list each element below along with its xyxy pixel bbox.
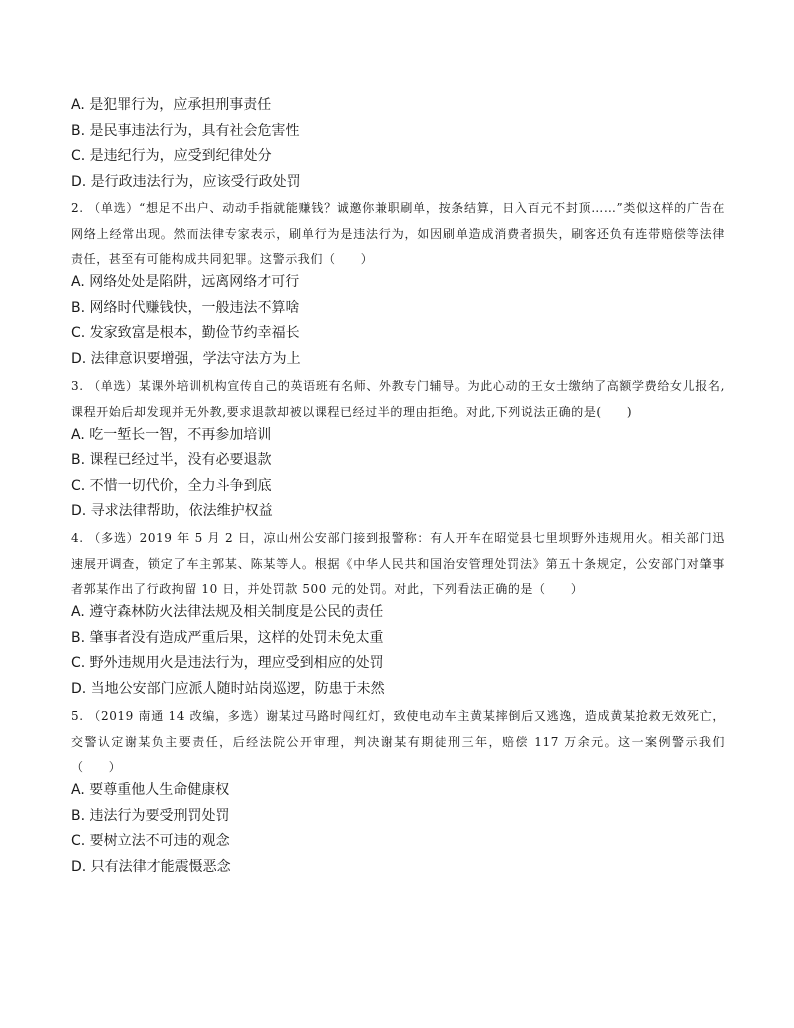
q4-option-b: B. 肇事者没有造成严重后果，这样的处罚未免太重 (71, 630, 384, 646)
q1-option-c: C. 是违纪行为，应受到纪律处分 (71, 148, 272, 164)
q2-option-d: D. 法律意识要增强，学法守法方为上 (71, 351, 301, 367)
q5-option-d: D. 只有法律才能震慑恶念 (71, 859, 231, 875)
q3-option-b: B. 课程已经过半，没有必要退款 (71, 452, 272, 468)
q4-option-a: A. 遵守森林防火法律法规及相关制度是公民的责任 (71, 604, 384, 620)
q2-option-c: C. 发家致富是根本，勤俭节约幸福长 (71, 325, 300, 341)
q5-option-b: B. 违法行为要受刑罚处罚 (71, 808, 230, 824)
q3-option-c: C. 不惜一切代价，全力斗争到底 (71, 478, 272, 494)
q3-stem: 3. （单选）某课外培训机构宣传自己的英语班有名师、外教专门辅导。为此心动的王女士缴纳了高额学费给女儿报名,课程开始后却发现并无外教,要求退款却被以课程已经过半的理由拒绝。对此,下列说法正确的是( ) (71, 379, 725, 419)
q5-option-c: C. 要树立法不可违的观念 (71, 833, 230, 849)
q1-option-a: A. 是犯罪行为，应承担刑事责任 (71, 97, 272, 113)
q2-stem: 2. （单选）“想足不出户、动动手指就能赚钱？诚邀你兼职刷单，按条结算，日入百元不封顶……”类似这样的广告在网络上经常出现。然而法律专家表示，刷单行为是违法行为，如因刷单造成消费者损失，刷客还负有连带赔偿等法律责任，甚至有可能构成共同犯罪。这警示我们（ ） (71, 201, 725, 266)
q5-option-a: A. 要尊重他人生命健康权 (71, 782, 230, 798)
q4-stem: 4. （多选）2019 年 5 月 2 日，凉山州公安部门接到报警称：有人开车在昭觉县七里坝野外违规用火。相关部门迅速展开调查，锁定了车主郭某、陈某等人。根据《中华人民共和国治安管理处罚法》第五十条规定，公安部门对肇事者郭某作出了行政拘留 10 日，并处罚款 500 元的处罚。对此，下列看法正确的是（ ） (71, 531, 725, 596)
q4-option-d: D. 当地公安部门应派人随时站岗巡逻，防患于未然 (71, 681, 385, 697)
q4-option-c: C. 野外违规用火是违法行为，理应受到相应的处罚 (71, 655, 384, 671)
q2-option-b: B. 网络时代赚钱快，一般违法不算啥 (71, 300, 300, 316)
q5-stem: 5. （2019 南通 14 改编，多选）谢某过马路时闯红灯，致使电动车主黄某摔倒后又逃逸，造成黄某抢救无效死亡，交警认定谢某负主要责任，后经法院公开审理，判决谢某有期徒刑三年，赔偿 117 万余元。这一案例警示我们（ ） (71, 709, 725, 774)
q1-option-d: D. 是行政违法行为，应该受行政处罚 (71, 174, 301, 190)
q3-option-d: D. 寻求法律帮助，依法维护权益 (71, 503, 273, 519)
q2-option-a: A. 网络处处是陷阱，远离网络才可行 (71, 274, 300, 290)
q1-option-b: B. 是民事违法行为，具有社会危害性 (71, 123, 300, 139)
q3-option-a: A. 吃一堑长一智，不再参加培训 (71, 427, 272, 443)
